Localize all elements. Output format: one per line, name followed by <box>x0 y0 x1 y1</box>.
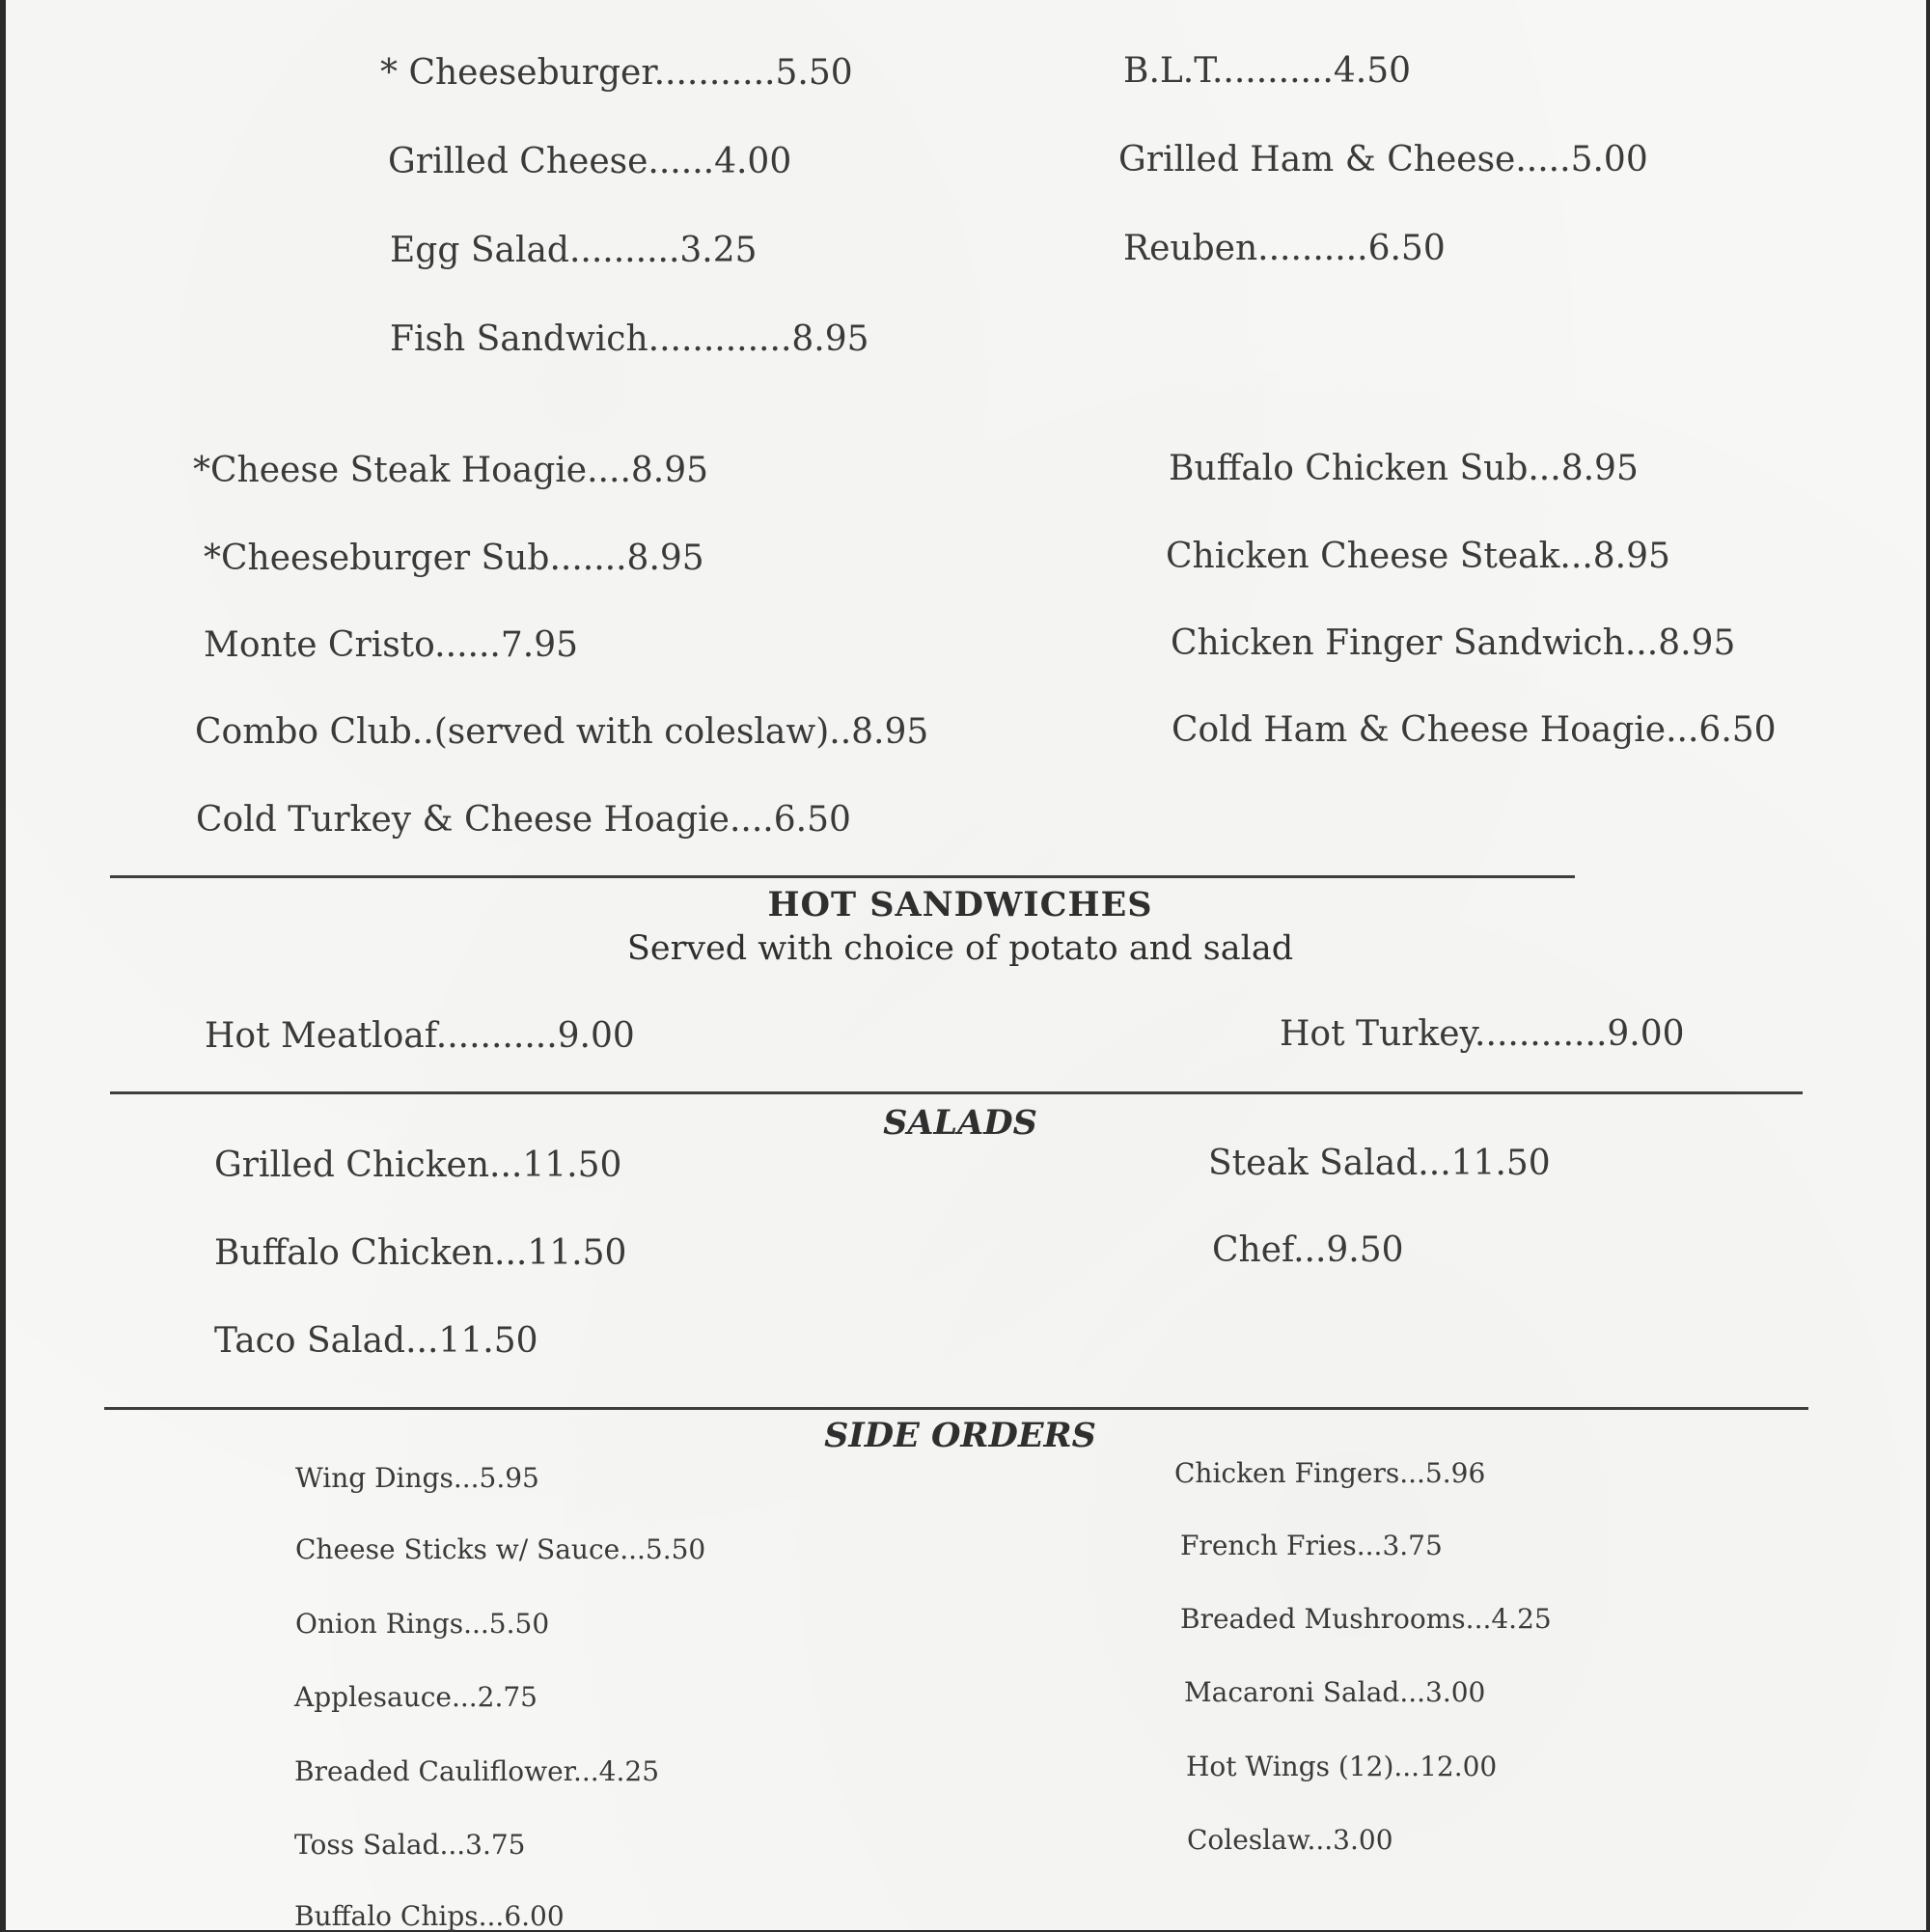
section-divider <box>104 1407 1808 1410</box>
section-divider <box>110 1091 1803 1094</box>
side-orders-heading: SIDE ORDERS <box>824 1416 1096 1455</box>
hot-sandwiches-subtitle: Served with choice of potato and salad <box>626 929 1294 968</box>
menu-item: B.L.T...........4.50 <box>1123 51 1412 91</box>
menu-item: Breaded Mushrooms...4.25 <box>1180 1603 1552 1635</box>
menu-item: Buffalo Chips...6.00 <box>294 1900 565 1932</box>
menu-item: Chef...9.50 <box>1212 1230 1404 1270</box>
menu-item: Wing Dings...5.95 <box>295 1462 539 1494</box>
menu-item: Hot Turkey............9.00 <box>1280 1014 1685 1054</box>
menu-item: Fish Sandwich.............8.95 <box>390 319 869 359</box>
menu-item: Grilled Cheese......4.00 <box>388 142 792 181</box>
menu-item: Toss Salad...3.75 <box>294 1829 526 1861</box>
menu-item: Macaroni Salad...3.00 <box>1184 1676 1486 1708</box>
menu-page <box>6 0 1926 1930</box>
menu-item: Reuben..........6.50 <box>1123 229 1446 268</box>
menu-item: Onion Rings...5.50 <box>295 1608 550 1640</box>
menu-item: *Cheeseburger Sub.......8.95 <box>204 538 704 578</box>
menu-item: Buffalo Chicken...11.50 <box>214 1233 627 1273</box>
menu-item: Taco Salad...11.50 <box>214 1321 538 1361</box>
menu-item: Buffalo Chicken Sub...8.95 <box>1169 449 1639 488</box>
hot-sandwiches-heading: HOT SANDWICHES <box>767 885 1153 925</box>
menu-item: Cold Ham & Cheese Hoagie...6.50 <box>1172 710 1777 750</box>
menu-item: * Cheeseburger...........5.50 <box>380 53 853 93</box>
menu-item: Grilled Chicken...11.50 <box>214 1145 622 1185</box>
menu-item: Cheese Sticks w/ Sauce...5.50 <box>295 1533 706 1565</box>
menu-item: Applesauce...2.75 <box>294 1681 538 1713</box>
menu-item: Cold Turkey & Cheese Hoagie....6.50 <box>196 800 851 840</box>
salads-heading: SALADS <box>883 1103 1037 1143</box>
menu-item: Chicken Fingers...5.96 <box>1174 1457 1486 1489</box>
menu-item: Steak Salad...11.50 <box>1208 1144 1551 1183</box>
menu-item: Coleslaw...3.00 <box>1187 1824 1393 1856</box>
menu-item: *Cheese Steak Hoagie....8.95 <box>193 451 709 490</box>
menu-item: Combo Club..(served with coleslaw)..8.95 <box>195 712 929 752</box>
menu-item: Hot Meatloaf...........9.00 <box>205 1016 635 1056</box>
menu-item: Chicken Cheese Steak...8.95 <box>1166 537 1670 576</box>
menu-item: Egg Salad..........3.25 <box>390 231 758 270</box>
menu-item: Grilled Ham & Cheese.....5.00 <box>1118 140 1648 179</box>
menu-item: Chicken Finger Sandwich...8.95 <box>1171 623 1736 663</box>
menu-item: Monte Cristo......7.95 <box>204 625 579 665</box>
section-divider <box>110 875 1575 878</box>
menu-item: Breaded Cauliflower...4.25 <box>294 1755 660 1787</box>
menu-item: Hot Wings (12)...12.00 <box>1186 1751 1498 1782</box>
menu-item: French Fries...3.75 <box>1180 1530 1443 1561</box>
